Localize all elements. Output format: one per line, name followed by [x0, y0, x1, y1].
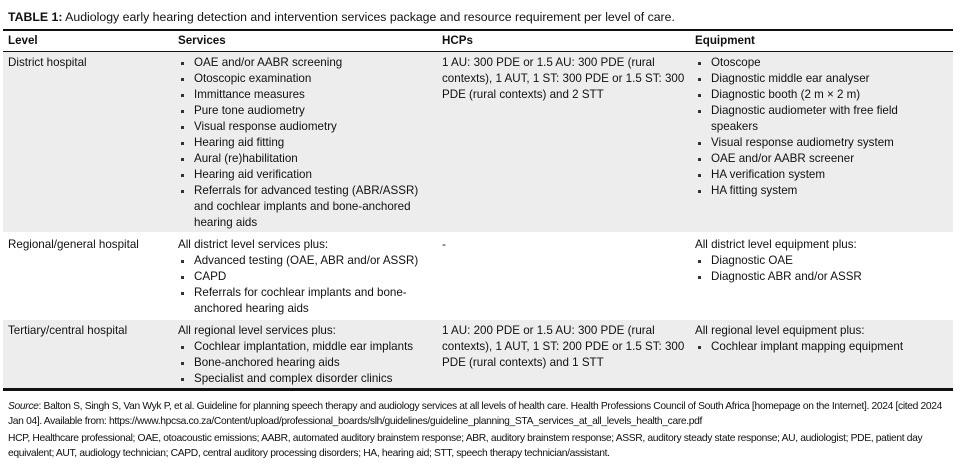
source-note	[8, 399, 953, 429]
hcps-cell: 1 AU: 300 PDE or 1.5 AU: 300 PDE (rural contexts), 1 AUT, 1 ST: 300 PDE or 1.5 ST: 300 PDE (rural contexts) and 2 STT	[437, 52, 690, 234]
services-cell-list	[178, 55, 432, 231]
list-item: Immittance measures	[178, 87, 432, 103]
list-item: Referrals for cochlear implants and bone-anchored hearing aids	[178, 285, 432, 317]
list-item: Cochlear implantation, middle ear implants	[178, 339, 432, 355]
services-cell	[173, 319, 437, 390]
services-cell-intro: All regional level services plus:	[178, 324, 336, 337]
list-item: Visual response audiometry	[178, 119, 432, 135]
equipment-cell-intro: All regional level equipment plus:	[695, 324, 865, 337]
source-label: Source	[8, 401, 39, 412]
list-item: Diagnostic booth (2 m × 2 m)	[695, 87, 948, 103]
header-services: Services	[173, 30, 437, 52]
level-cell: District hospital	[3, 52, 173, 234]
list-item: Otoscopic examination	[178, 71, 432, 87]
header-row	[3, 30, 953, 52]
list-item: HA verification system	[695, 167, 948, 183]
source-text: : Balton S, Singh S, Van Wyk P, et al. Guideline for planning speech therapy and audiology services at all levels of health care. Health Professions Council of South Africa [homepage on the Internet]. 2024 [cited 2024 Jan 04]. Available from: https://www.hpcsa.co.za/Content/upload/professional_boards/slh/guidelines/guideline_planning_STA_services_at_all_levels_health_care.pdf	[8, 401, 943, 427]
equipment-cell-list	[695, 253, 948, 285]
list-item: Hearing aid verification	[178, 167, 432, 183]
services-cell	[173, 52, 437, 234]
header-equipment: Equipment	[690, 30, 953, 52]
list-item: Visual response audiometry system	[695, 135, 948, 151]
services-cell-intro: All district level services plus:	[178, 238, 329, 251]
equipment-cell-list	[695, 55, 948, 199]
header-hcps: HCPs	[437, 30, 690, 52]
equipment-cell	[690, 319, 953, 390]
header-level: Level	[3, 30, 173, 52]
list-item: Advanced testing (OAE, ABR and/or ASSR)	[178, 253, 432, 269]
list-item: HA fitting system	[695, 183, 948, 199]
services-cell	[173, 233, 437, 319]
list-item: OAE and/or AABR screening	[178, 55, 432, 71]
table-row	[3, 233, 953, 319]
list-item: Diagnostic OAE	[695, 253, 948, 269]
list-item: Cochlear implant mapping equipment	[695, 339, 948, 355]
services-cell-list	[178, 339, 432, 387]
table-label: TABLE 1:	[8, 10, 63, 24]
list-item: Bone-anchored hearing aids	[178, 355, 432, 371]
hcps-cell: -	[437, 233, 690, 319]
abbreviations-note: HCP, Healthcare professional; OAE, otoacoustic emissions; AABR, automated auditory brainstem response; ABR, auditory brainstem response; ASSR, auditory steady state response; AU, audiologist; PDE, patient day equivalent; AUT, audiology technician; CAPD, central auditory processing disorders; HA, hearing aid; STT, speech therapy technician/assistant.	[8, 433, 923, 459]
list-item: Hearing aid fitting	[178, 135, 432, 151]
services-cell-list	[178, 253, 432, 317]
table-row	[3, 319, 953, 390]
list-item: Referrals for advanced testing (ABR/ASSR) and cochlear implants and bone-anchored hearing aids	[178, 183, 432, 231]
list-item: Diagnostic middle ear analyser	[695, 71, 948, 87]
table-title: Audiology early hearing detection and intervention services package and resource requirement per level of care.	[62, 10, 675, 24]
table-caption	[8, 9, 953, 25]
equipment-cell	[690, 233, 953, 319]
table-row	[3, 52, 953, 234]
hcps-cell: 1 AU: 200 PDE or 1.5 AU: 300 PDE (rural contexts), 1 AUT, 1 ST: 200 PDE or 1.5 ST: 300 PDE (rural contexts) and 1 STT	[437, 319, 690, 390]
resource-table	[3, 29, 953, 391]
list-item: OAE and/or AABR screener	[695, 151, 948, 167]
list-item: Diagnostic ABR and/or ASSR	[695, 269, 948, 285]
list-item: Aural (re)habilitation	[178, 151, 432, 167]
equipment-cell	[690, 52, 953, 234]
list-item: Pure tone audiometry	[178, 103, 432, 119]
equipment-cell-list	[695, 339, 948, 355]
list-item: Otoscope	[695, 55, 948, 71]
equipment-cell-intro: All district level equipment plus:	[695, 238, 857, 251]
level-cell: Regional/general hospital	[3, 233, 173, 319]
level-cell: Tertiary/central hospital	[3, 319, 173, 390]
list-item: Diagnostic audiometer with free field speakers	[695, 103, 948, 135]
list-item: CAPD	[178, 269, 432, 285]
list-item: Specialist and complex disorder clinics	[178, 371, 432, 387]
